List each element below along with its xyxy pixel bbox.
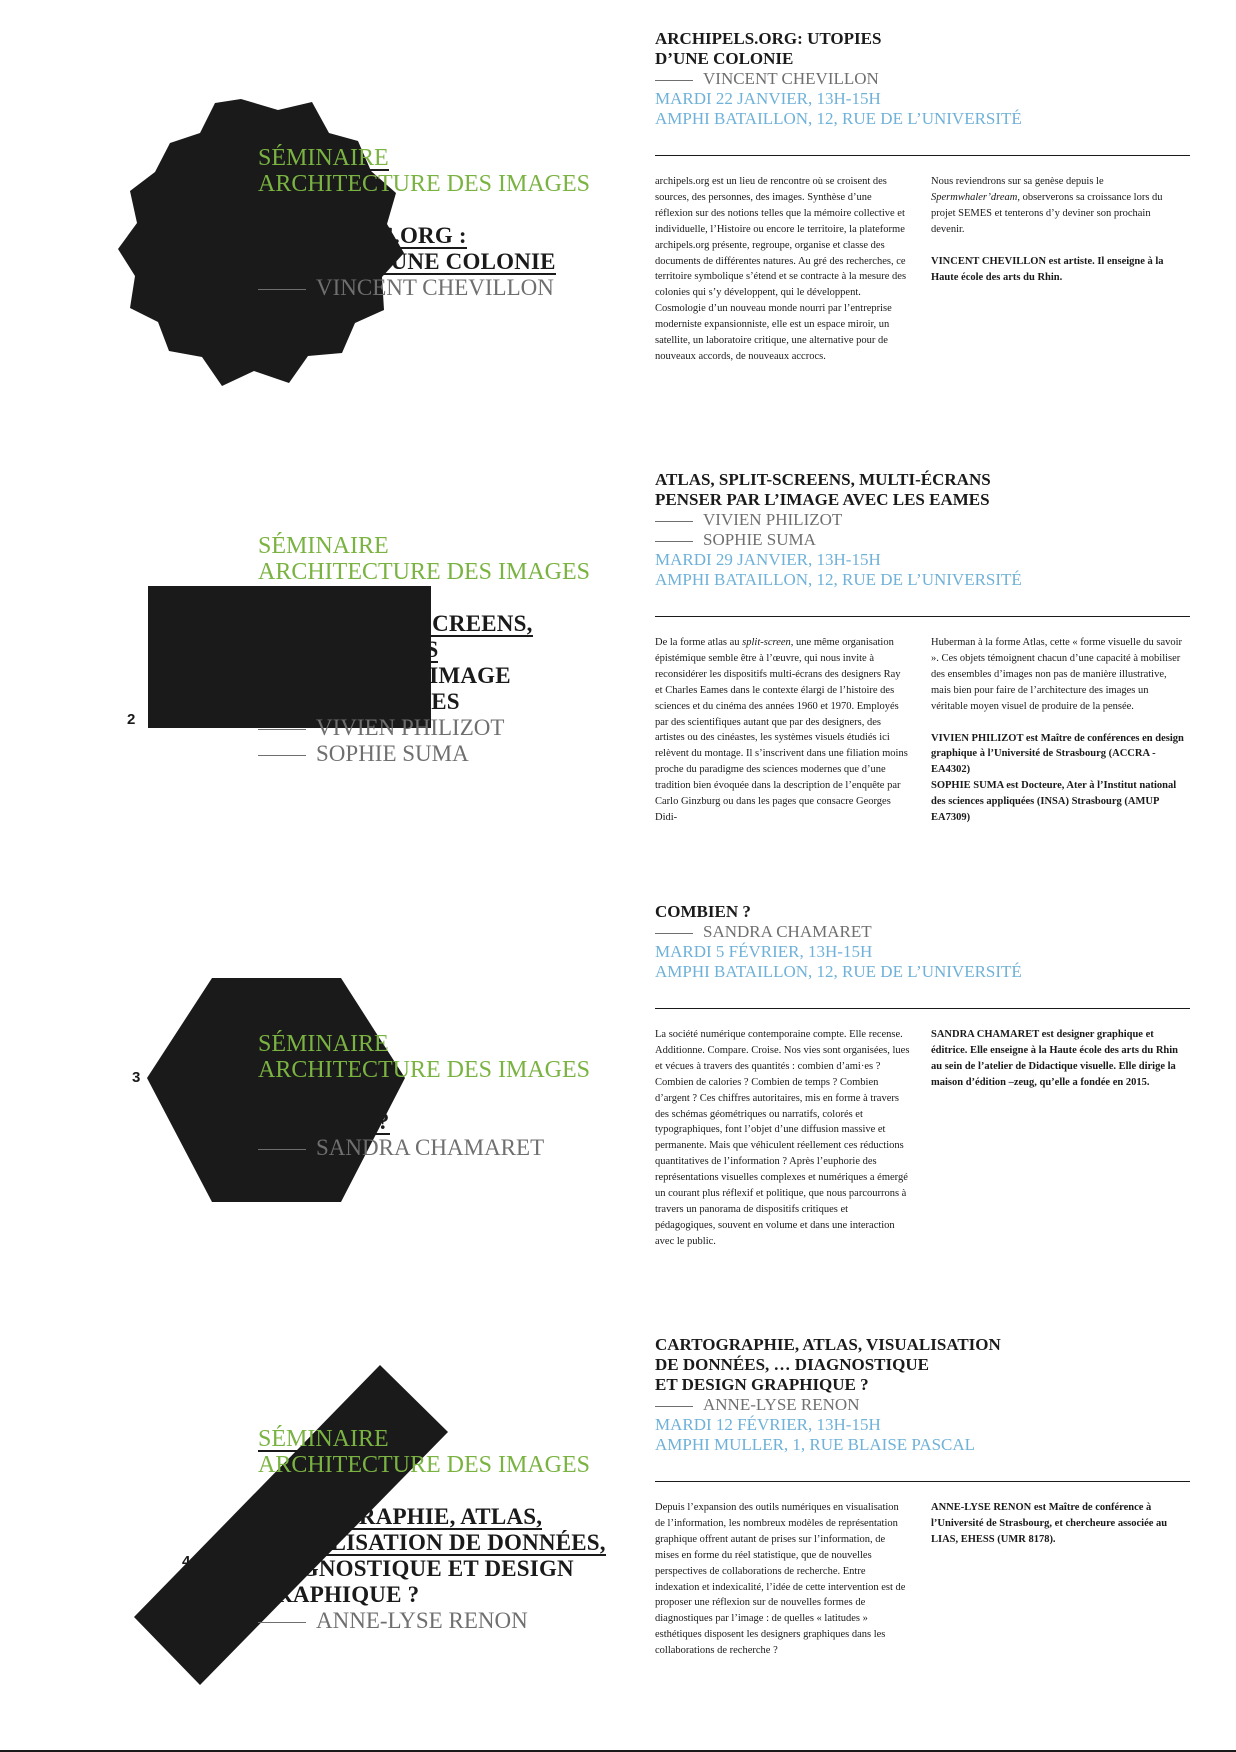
description-col-1	[655, 1500, 910, 1659]
dash-rule	[258, 755, 306, 756]
text-emphasis: split-screen	[742, 637, 791, 648]
right-title-line: PENSER PAR L’IMAGE AVEC LES EAMES	[655, 490, 990, 509]
author-name: SOPHIE SUMA	[316, 741, 469, 766]
series-line-1: SÉMINAIRE	[258, 145, 389, 171]
series-line-1: SÉMINAIRE	[258, 1426, 389, 1452]
left-title-line: PENSER PAR L’IMAGE	[258, 663, 511, 688]
divider	[655, 1008, 1190, 1009]
dash-rule	[655, 521, 693, 522]
right-title-line: ET DESIGN GRAPHIQUE ?	[655, 1375, 869, 1394]
speaker-bio: SANDRA CHAMARET est designer graphique et éditrice. Elle enseigne à la Haute école des arts du Rhin au sein de l’atelier de Didactique visuelle. Elle dirige la maison d’édition –zeug, qu’elle a fondée en 2015.	[931, 1029, 1179, 1088]
left-author	[258, 741, 618, 767]
dash-rule	[258, 1622, 306, 1623]
left-author	[258, 1135, 618, 1161]
left-title-line: VISUALISATION DE DONNÉES,	[258, 1530, 606, 1555]
right-author	[655, 1395, 1190, 1415]
description-col-1	[655, 174, 910, 365]
body-text: La société numérique contemporaine compte. Elle recense. Additionne. Compare. Croise. Nos vies sont organisées, lues et vécues à travers des quantités : combien d’ami·es ? Combien de calories ? Combien de temps ? Combien d’argent ? Ces chiffres autoritaires, mis en forme à travers des schémas géométriques ou narratifs, colorés et typographiques, font l’objet d’une diffusion massive et permanente. Mais que véhiculent réellement ces réductions quantitatives de l’information ? Après l’euphorie des représentations visuelles complexes et numériques a émergé un courant plus réflexif et politique, que nous parcourrons à travers un panorama de dispositifs critiques et pédagogiques, souvent en volume et dans une interaction avec le public.	[655, 1029, 910, 1247]
divider	[655, 616, 1190, 617]
seminar-3	[0, 876, 1236, 1314]
author-name: VIVIEN PHILIZOT	[316, 715, 505, 740]
author-name: ANNE-LYSE RENON	[703, 1395, 860, 1414]
left-title-line: AVEC LES EAMES	[258, 689, 460, 714]
right-title-line: ARCHIPELS.ORG: UTOPIES	[655, 29, 882, 48]
left-title-line: MULTI-ÉCRANS	[258, 637, 439, 662]
date: MARDI 12 FÉVRIER, 13H-15H	[655, 1415, 881, 1434]
left-title-line: UTOPIES D’UNE COLONIE	[258, 249, 556, 274]
divider	[655, 155, 1190, 156]
right-author	[655, 510, 1190, 530]
series-title	[258, 1031, 618, 1083]
divider	[655, 1481, 1190, 1482]
right-title	[655, 1335, 1190, 1395]
dash-rule	[258, 729, 306, 730]
series-line-2: ARCHITECTURE DES IMAGES	[258, 171, 591, 197]
series-line-2: ARCHITECTURE DES IMAGES	[258, 1057, 591, 1083]
body-text	[655, 635, 910, 826]
description-col-1	[655, 1027, 910, 1250]
speaker-bio: SOPHIE SUMA est Docteure, Ater à l’Institut national des sciences appliquées (INSA) Strasbourg (AMUP EA7309)	[931, 780, 1177, 824]
date: MARDI 29 JANVIER, 13H-15H	[655, 550, 881, 569]
right-author	[655, 530, 1190, 550]
speaker-bio: VIVIEN PHILIZOT est Maître de conférences en design graphique à l’Université de Strasbourg (ACCRA - EA4302)	[931, 732, 1184, 776]
seminar-number: 4	[182, 1553, 191, 1570]
text-run: , une même organisation épistémique semble être à l’œuvre, qui nous invite à reconsidérer les dispositifs multi-écrans des designers Ray et Charles Eames dans le contexte élargi de l’histoire des sciences et du cinéma des années 1960 et 1970. Employés par des scientifiques autant que par des designers, des artistes ou des cinéastes, les systèmes visuels étudiés ici relèvent du montage. Il s’inscrivent dans une filiation moins proche du paradigme des sciences modernes que d’une tradition bien évoquée dans la description de l’enquête par Carlo Ginzburg ou dans les pages que consacre Georges Didi-	[655, 637, 908, 823]
left-title	[258, 1109, 618, 1135]
right-block	[655, 902, 1190, 1247]
description-col-2	[931, 1027, 1186, 1091]
author-name: VIVIEN PHILIZOT	[703, 510, 843, 529]
seminar-4	[0, 1314, 1236, 1752]
seminar-number: 3	[132, 1069, 141, 1086]
seminar-2	[0, 438, 1236, 876]
right-block	[655, 29, 1190, 362]
right-block	[655, 470, 1190, 824]
left-title-line: ATLAS, SPLIT-SCREENS,	[258, 611, 533, 636]
right-title	[655, 470, 1190, 510]
seminar-number: 1	[150, 288, 159, 305]
left-block	[258, 533, 618, 767]
right-title-line: ATLAS, SPLIT-SCREENS, MULTI-ÉCRANS	[655, 470, 991, 489]
description-col-2	[931, 1500, 1186, 1548]
left-author	[258, 275, 618, 301]
dash-rule	[258, 289, 306, 290]
place: AMPHI MULLER, 1, RUE BLAISE PASCAL	[655, 1435, 976, 1454]
right-author	[655, 922, 1190, 942]
speaker-bio: VINCENT CHEVILLON est artiste. Il enseigne à la Haute école des arts du Rhin.	[931, 255, 1164, 283]
text-run: , observerons sa croissance lors du projet SEMES et tenterons d’y deviner son prochain devenir.	[931, 191, 1163, 235]
body-text: Huberman à la forme Atlas, cette « forme visuelle du savoir ». Ces objets témoignent chacun d’une capacité à mobiliser des ensembles d’images non pas de manière illustrative, mais bien pour faire de l’architecture des images un véritable moyen visuel de produire de la pensée.	[931, 637, 1183, 712]
series-line-1: SÉMINAIRE	[258, 533, 389, 559]
left-title	[258, 1504, 628, 1608]
author-name: SOPHIE SUMA	[703, 530, 816, 549]
description-col-2	[931, 174, 1186, 285]
seminar-number: 2	[127, 711, 136, 728]
dash-rule	[655, 80, 693, 81]
description-col-2	[931, 635, 1186, 826]
speaker-bio: ANNE-LYSE RENON est Maître de conférence à l’Université de Strasbourg, et chercheure associée au LIAS, EHESS (UMR 8178).	[931, 1502, 1168, 1545]
right-block	[655, 1335, 1190, 1657]
left-block	[258, 1426, 628, 1634]
left-author	[258, 1608, 628, 1634]
body-text: Depuis l’expansion des outils numériques en visualisation de l’information, les nombreux modèles de représentation graphique offrent autant de prises sur l’information, de mises en forme du réel statistique, que de nouvelles perspectives de collaborations de recherche. Entre indexation et indexicalité, l’idée de cette intervention est de proposer une réflexion sur de nouvelles formes de diagnostiques par l’image : de quelles « latitudes » esthétiques disposent les designers graphiques dans les collaborations de recherche ?	[655, 1502, 906, 1657]
right-title-line: COMBIEN ?	[655, 902, 751, 921]
place: AMPHI BATAILLON, 12, RUE DE L’UNIVERSITÉ	[655, 109, 1022, 128]
left-title-line: ARCHIPELS.ORG :	[258, 223, 467, 248]
author-name: SANDRA CHAMARET	[316, 1135, 545, 1160]
dash-rule	[655, 541, 693, 542]
left-title	[258, 611, 618, 715]
dash-rule	[655, 933, 693, 934]
date: MARDI 5 FÉVRIER, 13H-15H	[655, 942, 873, 961]
date: MARDI 22 JANVIER, 13H-15H	[655, 89, 881, 108]
series-line-1: SÉMINAIRE	[258, 1031, 389, 1057]
body-text: archipels.org est un lieu de rencontre où se croisent des sources, des personnes, des images. Synthèse d’une réflexion sur des notions telles que la mémoire collective et individuelle, l’Histoire ou encore le territoire, la plateforme archipels.org présente, regroupe, organise et classe des documents de différentes natures. Au gré des recherches, ce territoire symbolique s’étend et se contracte à la mesure des colonies qui s’y développent, qui le développent. Cosmologie d’un nouveau monde nourri par l’entreprise moderniste expansionniste, elle est un espace miroir, un satellite, un laboratoire critique, une alternative pour de nouveaux accords, de nouveaux accrocs.	[655, 176, 907, 362]
left-title-line: CARTOGRAPHIE, ATLAS,	[258, 1504, 543, 1529]
series-title	[258, 533, 618, 585]
body-text	[931, 174, 1186, 238]
dash-rule	[655, 1406, 693, 1407]
series-line-2: ARCHITECTURE DES IMAGES	[258, 559, 591, 585]
right-title-line: DE DONNÉES, … DIAGNOSTIQUE	[655, 1355, 929, 1374]
right-title-line: CARTOGRAPHIE, ATLAS, VISUALISATION	[655, 1335, 1001, 1354]
place: AMPHI BATAILLON, 12, RUE DE L’UNIVERSITÉ	[655, 570, 1022, 589]
place: AMPHI BATAILLON, 12, RUE DE L’UNIVERSITÉ	[655, 962, 1022, 981]
left-title-line: GRAPHIQUE ?	[258, 1582, 420, 1607]
left-title	[258, 223, 618, 275]
author-name: ANNE-LYSE RENON	[316, 1608, 528, 1633]
text-run: De la forme atlas au	[655, 637, 743, 648]
author-name: SANDRA CHAMARET	[703, 922, 872, 941]
description-col-1	[655, 635, 910, 826]
left-block	[258, 1031, 618, 1161]
left-author	[258, 715, 618, 741]
series-line-2: ARCHITECTURE DES IMAGES	[258, 1452, 591, 1478]
series-title	[258, 1426, 628, 1478]
left-block	[258, 145, 618, 301]
author-name: VINCENT CHEVILLON	[316, 275, 554, 300]
right-title	[655, 902, 1190, 922]
right-title	[655, 29, 1190, 69]
left-title-line: DIAGNOSTIQUE ET DESIGN	[258, 1556, 574, 1581]
author-name: VINCENT CHEVILLON	[703, 69, 879, 88]
left-title-line: COMBIEN ?	[258, 1109, 390, 1134]
text-run: Nous reviendrons sur sa genèse depuis le	[931, 176, 1104, 187]
right-title-line: D’UNE COLONIE	[655, 49, 794, 68]
series-title	[258, 145, 618, 197]
right-author	[655, 69, 1190, 89]
text-emphasis: Spermwhaler’dream	[931, 191, 1018, 203]
dash-rule	[258, 1149, 306, 1150]
seminar-1	[0, 0, 1236, 438]
